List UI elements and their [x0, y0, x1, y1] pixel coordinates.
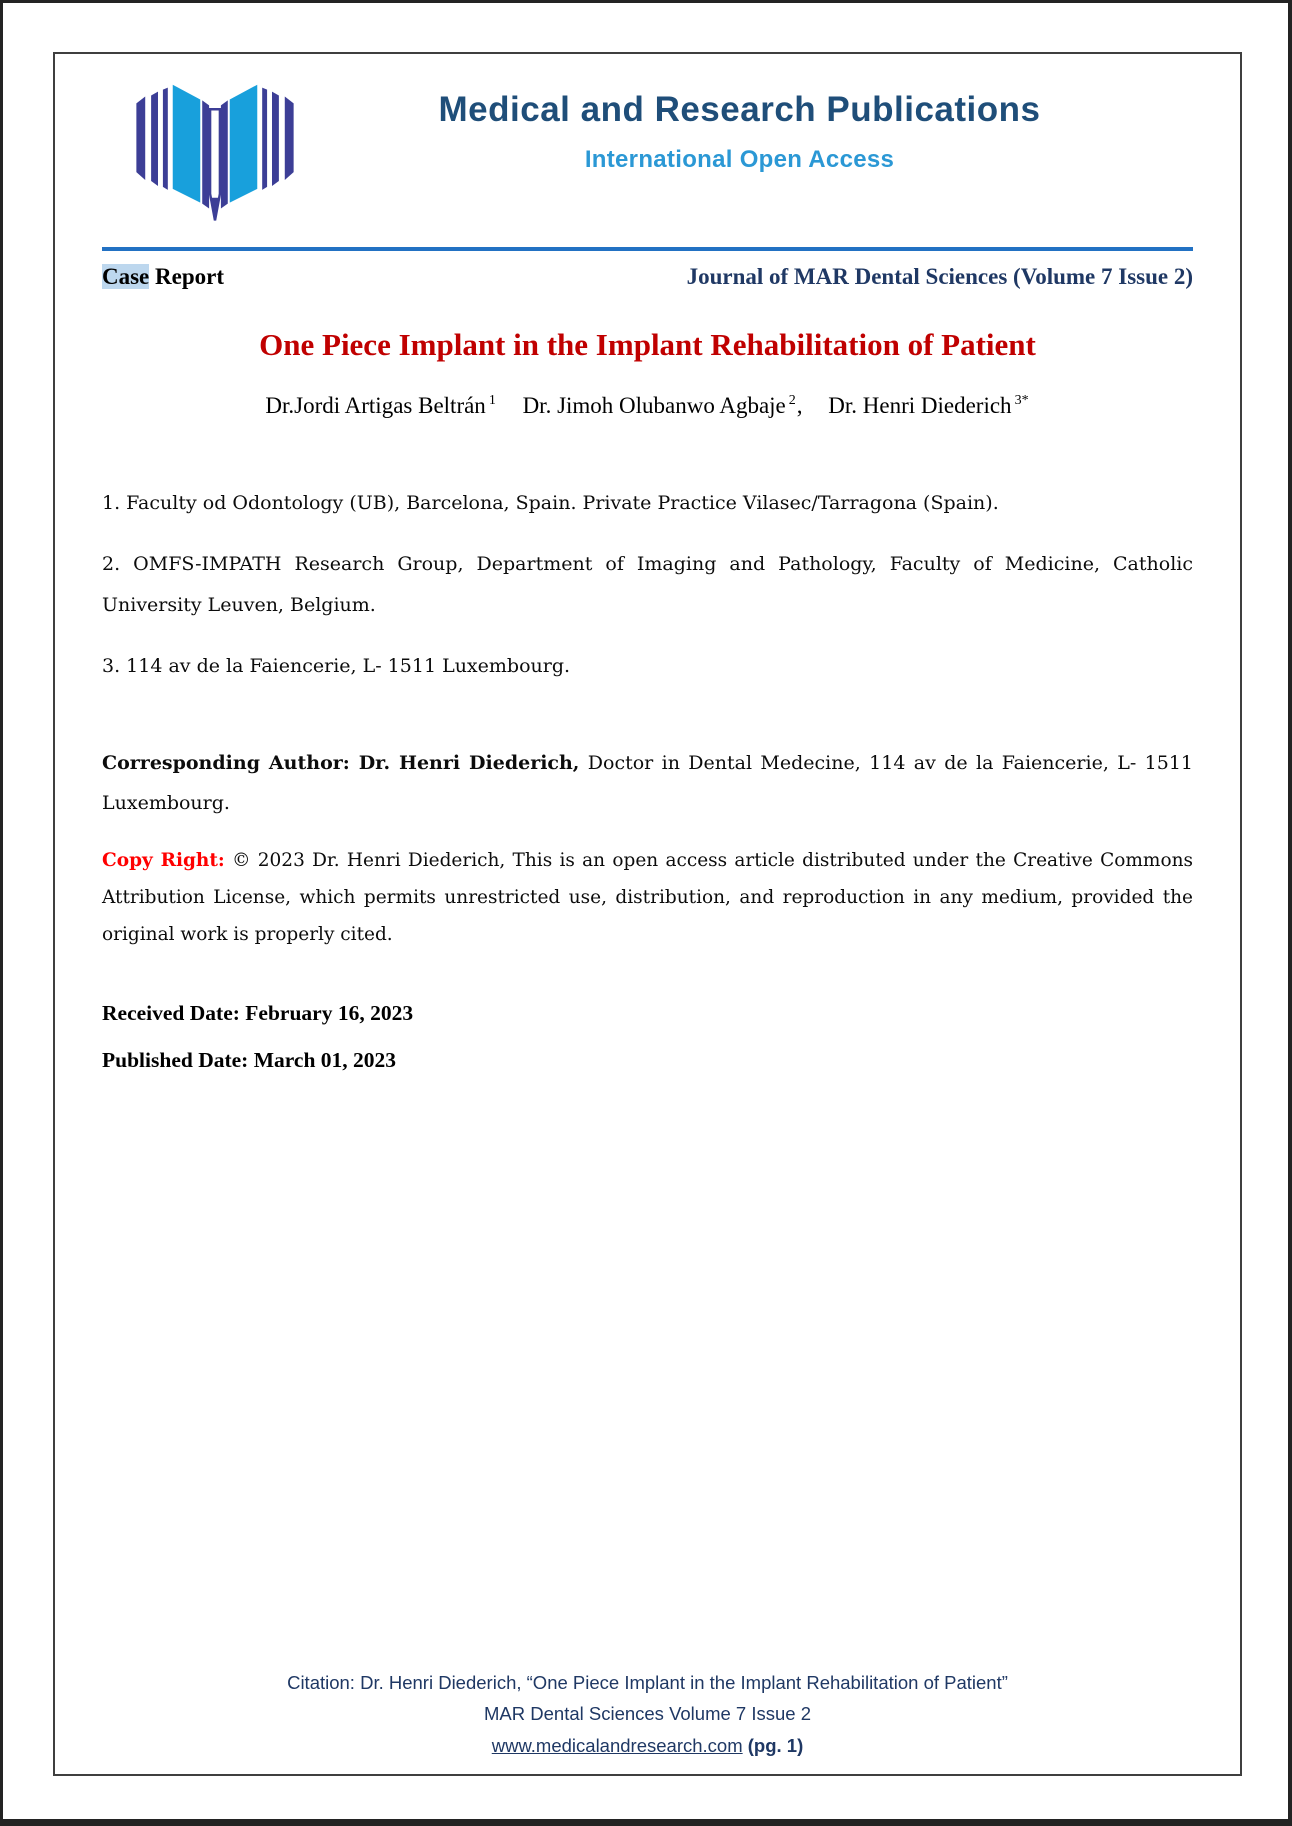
author-1-name: Dr.Jordi Artigas Beltrán [265, 393, 486, 418]
article-type-label [102, 264, 224, 290]
affiliation-3: 3. 114 av de la Faiencerie, L- 1511 Luxembourg. [102, 654, 571, 677]
author-1-superscript: 1 [488, 393, 496, 409]
open-book-logo-icon [130, 68, 300, 240]
received-date: Received Date: February 16, 2023 [102, 1001, 414, 1026]
author-3 [828, 393, 1029, 418]
author-2-separator: , [796, 393, 803, 418]
citation-line-1: Citation: Dr. Henri Diederich, “One Piece Implant in the Implant Rehabilitation of Patient” [287, 1671, 1008, 1693]
author-2 [523, 393, 803, 418]
author-2-name: Dr. Jimoh Olubanwo Agbaje [522, 393, 786, 418]
page-border-frame [53, 52, 1242, 1776]
citation-line-3 [55, 1730, 1240, 1762]
affiliation-1: 1. Faculty od Odontology (UB), Barcelona, Spain. Private Practice Vilasec/Tarragona (Spain). [102, 492, 999, 514]
copyright-label: Copy Right: [102, 850, 225, 872]
author-1 [265, 393, 496, 418]
page-content [55, 54, 1240, 1774]
publisher-header [102, 68, 1193, 240]
article-type-rest: Report [149, 264, 225, 289]
author-3-name: Dr. Henri Diederich [828, 393, 1012, 418]
copyright-paragraph [102, 842, 1193, 953]
article-type-highlight: Case [102, 264, 150, 289]
citation-line-2: MAR Dental Sciences Volume 7 Issue 2 [484, 1703, 811, 1725]
journal-volume-label: Journal of MAR Dental Sciences (Volume 7 Issue 2) [686, 264, 1193, 289]
copyright-text: © 2023 Dr. Henri Diederich, This is an open access article distributed under the Creative Commons Attribution License, which permits unrestricted use, distribution, and reproduction in any medium, provided the original work is properly cited. [102, 850, 1193, 946]
publisher-name: Medical and Research Publications [438, 90, 1041, 129]
publisher-website-link[interactable]: www.medicalandresearch.com [491, 1735, 743, 1757]
paper-title: One Piece Implant in the Implant Rehabilitation of Patient [259, 327, 1036, 362]
author-line [102, 393, 1193, 419]
publisher-brand [326, 68, 1193, 174]
author-3-superscript: 3* [1014, 393, 1029, 409]
masthead-row [102, 264, 1193, 290]
corresponding-author-label: Corresponding Author: Dr. Henri Diederich, [102, 752, 580, 775]
affiliation-2: 2. OMFS-IMPATH Research Group, Department of Imaging and Pathology, Faculty of Medicine, Catholic University Leuven, Belgium. [102, 552, 1193, 616]
header-divider-rule [102, 247, 1193, 251]
corresponding-author-text: Doctor in Dental Medecine, 114 av de la Faiencerie, L- 1511 Luxembourg. [102, 752, 1193, 815]
footer-citation [55, 1667, 1240, 1762]
published-date: Published Date: March 01, 2023 [102, 1048, 397, 1073]
page-number-label: (pg. 1) [742, 1735, 804, 1757]
author-2-superscript: 2 [788, 393, 796, 409]
corresponding-author-paragraph [102, 744, 1193, 824]
publisher-tagline: International Open Access [584, 146, 895, 173]
